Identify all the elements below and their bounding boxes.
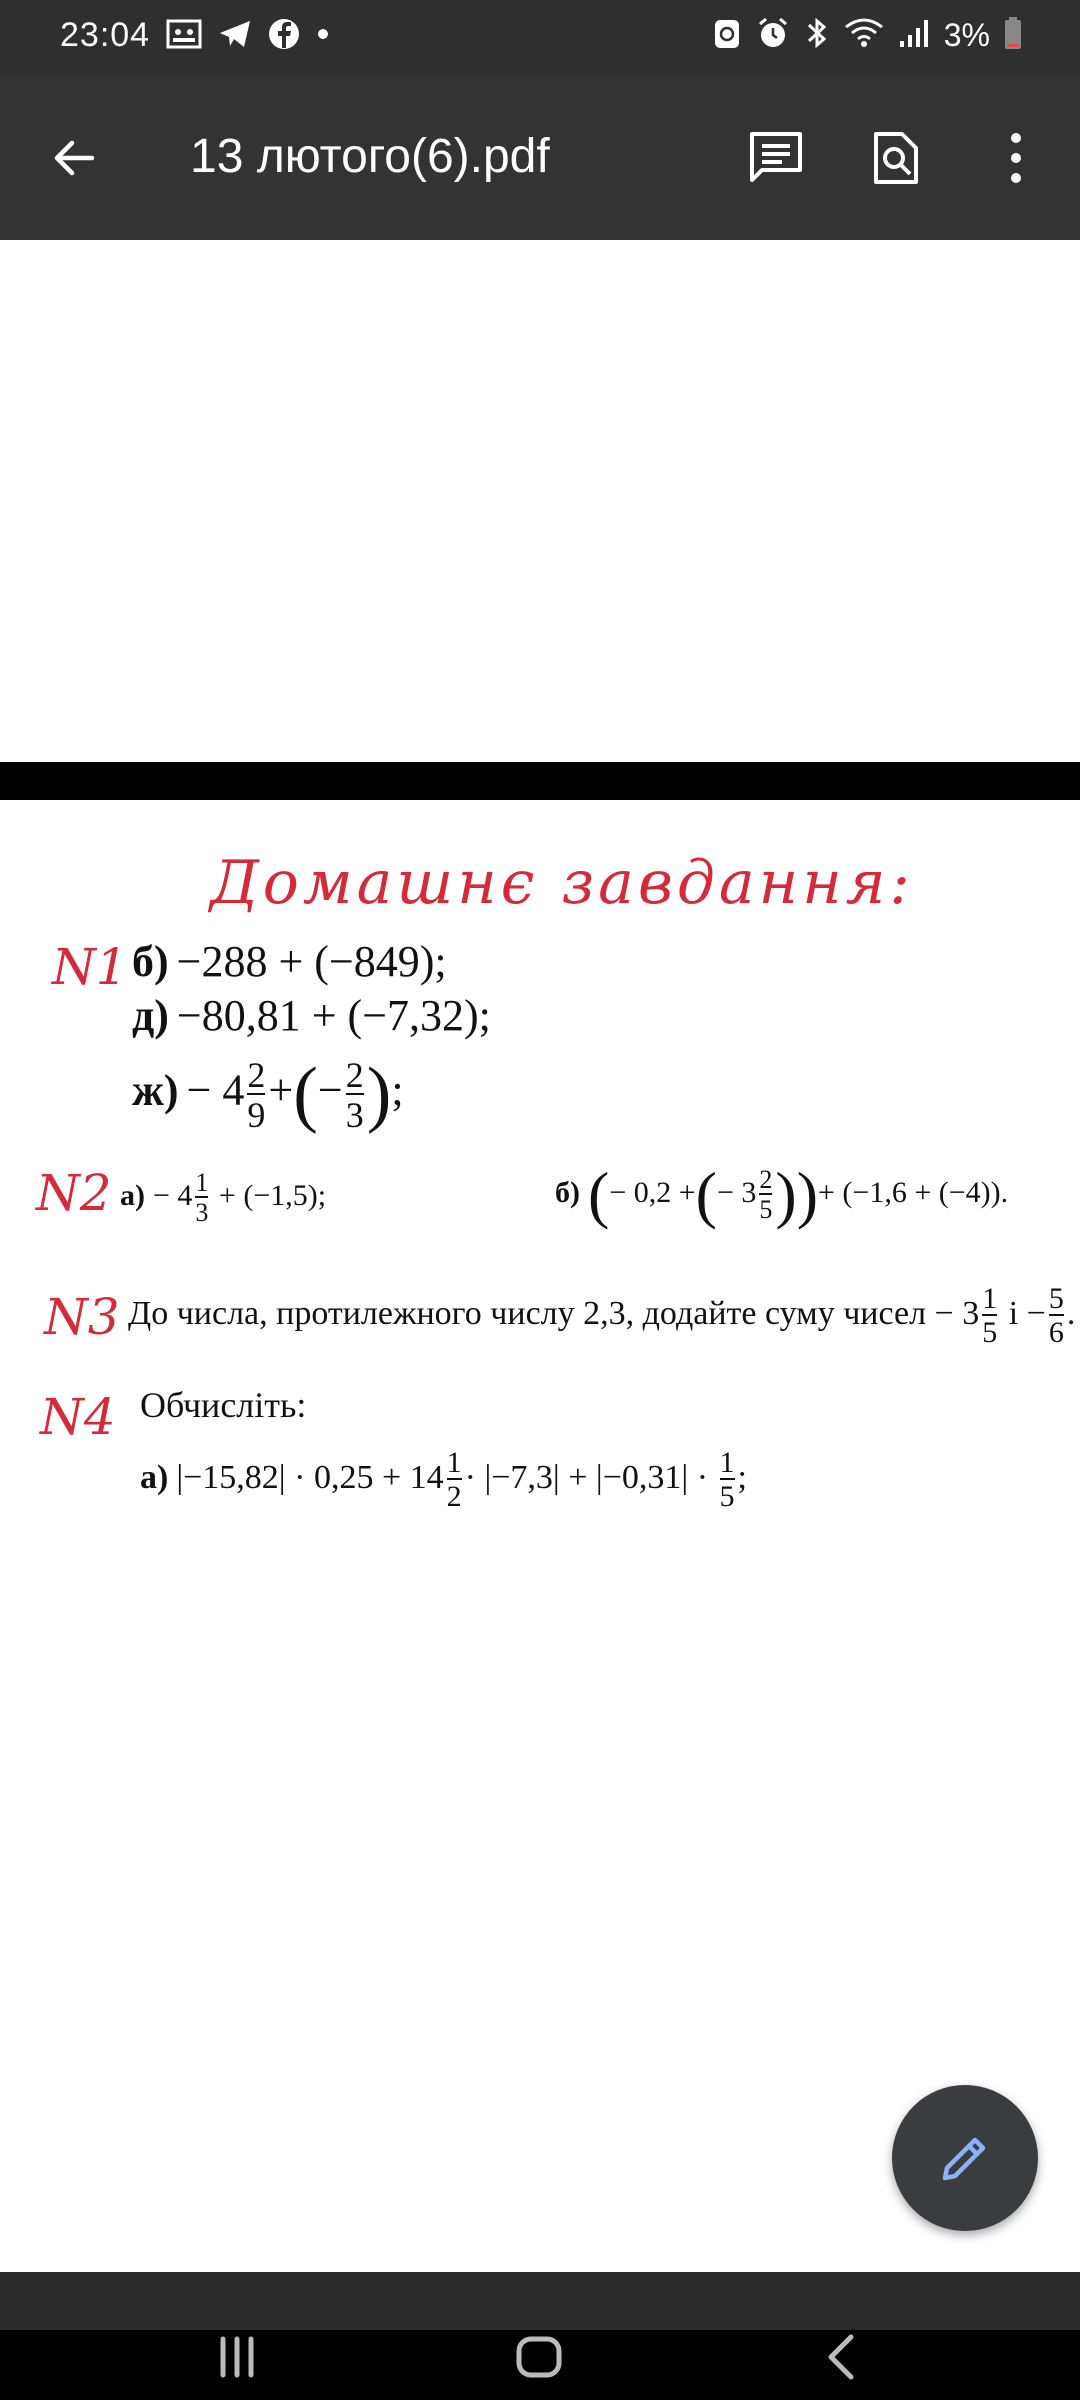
task-n1-zh-label: ж) — [132, 1065, 179, 1115]
fraction — [720, 1448, 735, 1512]
paren-open: ( — [293, 1053, 318, 1135]
system-navigation-bar — [0, 2272, 1080, 2400]
document-title: 13 лютого(6).pdf — [190, 130, 550, 183]
fraction-denominator: 3 — [345, 1094, 364, 1135]
system-icons — [712, 16, 1022, 55]
paren-close: ) — [366, 1053, 392, 1135]
comment-icon — [748, 130, 804, 186]
app-bar — [0, 78, 1080, 240]
battery-low-icon — [1004, 16, 1022, 55]
task-n2-b-part1: − 0,2 + — [609, 1175, 696, 1209]
fraction — [195, 1170, 208, 1226]
battery-percent: 3% — [943, 17, 990, 53]
task-n2-a — [120, 1170, 326, 1226]
task-marker-n1: N1 — [52, 938, 128, 996]
pencil-icon — [937, 2130, 993, 2186]
home-button[interactable] — [494, 2317, 584, 2397]
fraction-denominator: 5 — [982, 1316, 998, 1349]
task-n4-a-part2: · |−7,3| + |−0,31| · — [464, 1458, 709, 1496]
fraction-denominator: 6 — [1048, 1316, 1064, 1349]
task-n1-b-label: б) — [132, 937, 169, 986]
paren-open: ( — [588, 1159, 610, 1230]
fraction-denominator: 9 — [247, 1094, 266, 1135]
find-in-page-icon — [872, 130, 920, 186]
task-n4-a — [140, 1448, 747, 1512]
task-n1-zh-prefix: − 4 — [186, 1065, 245, 1115]
homework-title: Домашнє завдання: — [210, 848, 914, 918]
recent-apps-button[interactable] — [192, 2317, 282, 2397]
back-nav-button[interactable] — [796, 2317, 886, 2397]
dot-indicator-icon — [316, 27, 330, 46]
arrow-back-icon — [50, 134, 98, 182]
fraction-numerator: 2 — [247, 1054, 266, 1095]
alarm-icon — [756, 16, 790, 55]
fraction-denominator: 3 — [195, 1198, 209, 1227]
telegram-icon — [218, 19, 252, 54]
comments-button[interactable] — [740, 122, 812, 194]
task-n1-b-expr: −288 + (−849); — [176, 937, 447, 986]
fraction-numerator: 2 — [759, 1165, 773, 1194]
fraction-denominator: 5 — [719, 1480, 735, 1513]
pdf-viewer[interactable] — [0, 240, 1080, 2272]
status-time: 23:04 — [60, 16, 151, 54]
task-n3-text — [128, 1284, 1075, 1348]
classroom-notification-icon — [166, 19, 202, 54]
back-button[interactable] — [44, 128, 104, 188]
fraction-numerator: 1 — [719, 1446, 735, 1479]
task-n3-sentence: До числа, протилежного числу 2,3, додайте суму чисел − 3 — [128, 1294, 980, 1332]
fraction-denominator: 2 — [446, 1480, 462, 1513]
signal-icon — [898, 17, 930, 54]
back-chevron-icon — [821, 2333, 861, 2381]
bluetooth-icon — [804, 16, 830, 55]
fraction-numerator: 1 — [982, 1282, 998, 1315]
fraction — [982, 1284, 997, 1348]
facebook-icon — [268, 18, 300, 55]
more-options-button[interactable] — [980, 122, 1052, 194]
fraction-numerator: 1 — [446, 1446, 462, 1479]
home-icon — [515, 2333, 563, 2381]
task-n3-mid: і − — [1008, 1294, 1046, 1332]
task-n1-d — [132, 990, 491, 1041]
minus-sign: − — [317, 1065, 343, 1115]
task-n4-a-label: а) — [140, 1458, 169, 1496]
fraction — [345, 1054, 364, 1135]
period: . — [1066, 1294, 1076, 1332]
task-n1-d-label: д) — [132, 991, 169, 1040]
pdf-page-blank — [0, 240, 1080, 762]
recycle-icon — [712, 16, 742, 55]
paren-close: )) — [775, 1159, 819, 1230]
app-bar-actions — [740, 122, 1052, 194]
fraction-numerator: 5 — [1048, 1282, 1064, 1315]
task-n1-zh — [132, 1052, 404, 1137]
task-n2-b — [555, 1158, 1008, 1232]
fraction-denominator: 5 — [759, 1195, 773, 1224]
find-in-document-button[interactable] — [860, 122, 932, 194]
task-n2-a-tail: + (−1,5); — [218, 1178, 327, 1212]
task-n2-b-part2: − 3 — [716, 1175, 757, 1209]
task-marker-n3: N3 — [44, 1288, 120, 1346]
task-n1-d-expr: −80,81 + (−7,32); — [176, 991, 491, 1040]
pdf-page-homework — [0, 800, 1080, 2272]
task-n2-a-label: а) — [120, 1178, 145, 1212]
paren-open: ( — [695, 1159, 717, 1230]
task-n1-b — [132, 936, 447, 987]
semicolon: ; — [737, 1458, 747, 1496]
task-marker-n2: N2 — [36, 1164, 112, 1222]
recents-icon — [215, 2335, 259, 2379]
task-n4-a-part1: |−15,82| · 0,25 + 14 — [176, 1458, 444, 1496]
plus-sign: + — [268, 1065, 294, 1115]
task-n2-b-tail: + (−1,6 + (−4)). — [818, 1175, 1009, 1209]
semicolon: ; — [391, 1065, 404, 1115]
more-vert-icon — [1006, 130, 1026, 186]
fraction — [759, 1167, 772, 1223]
notification-icons — [166, 18, 330, 55]
fraction-numerator: 2 — [345, 1054, 364, 1095]
task-marker-n4: N4 — [40, 1388, 116, 1446]
wifi-icon — [844, 17, 884, 54]
task-n2-b-label: б) — [555, 1175, 580, 1209]
status-bar — [0, 0, 1080, 78]
task-n2-a-prefix: − 4 — [153, 1178, 193, 1212]
edit-fab[interactable] — [892, 2085, 1038, 2231]
fraction — [247, 1054, 266, 1135]
task-n4-heading: Обчисліть: — [140, 1385, 307, 1425]
fraction-numerator: 1 — [195, 1168, 209, 1197]
fraction — [1049, 1284, 1064, 1348]
fraction — [447, 1448, 462, 1512]
